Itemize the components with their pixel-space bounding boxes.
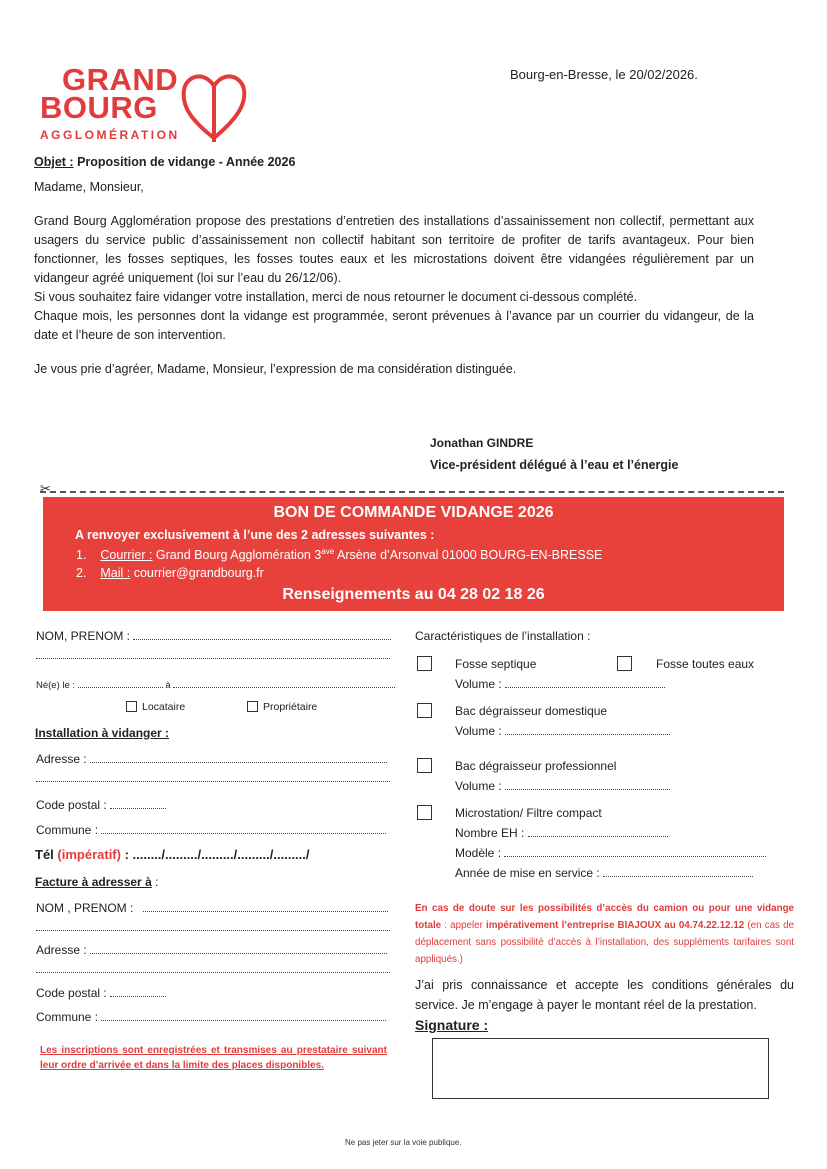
field-dots[interactable] — [36, 972, 390, 973]
locataire-checkbox[interactable] — [126, 701, 137, 712]
installation-heading: Installation à vidanger : — [35, 726, 170, 740]
field-dots[interactable] — [504, 847, 766, 857]
closing: Je vous prie d’agréer, Madame, Monsieur, l’expression de ma considération distinguée. — [34, 362, 517, 376]
field-dots[interactable] — [90, 753, 387, 763]
field-dots[interactable] — [36, 658, 390, 659]
scissors-icon: ✂ — [40, 481, 51, 496]
signatory-title: Vice-président délégué à l’eau et l’énergie — [430, 458, 679, 472]
objet — [34, 155, 295, 169]
volume-field[interactable] — [455, 779, 670, 793]
tel-imperatif: (impératif) — [57, 847, 121, 862]
item-label: Courrier : — [100, 548, 153, 563]
date-line: Bourg-en-Bresse, le 20/02/2026. — [510, 67, 698, 82]
field-dots[interactable] — [36, 930, 390, 931]
signature-box[interactable] — [432, 1038, 769, 1099]
bac-professionnel-checkbox[interactable] — [417, 758, 432, 773]
field-dots[interactable] — [143, 902, 388, 912]
signatory-name: Jonathan GINDRE — [430, 436, 534, 450]
objet-text: Proposition de vidange - Année 2026 — [73, 155, 296, 169]
fosse-septique-checkbox[interactable] — [417, 656, 432, 671]
field-dots[interactable] — [173, 678, 395, 688]
field-label: Commune : — [36, 823, 99, 837]
paragraph: Chaque mois, les personnes dont la vidange est programmée, seront prévenues à l’avance par un courrier du vidangeur, de la date et l’heure de son intervention. — [34, 309, 754, 342]
field-label: Commune : — [36, 1010, 99, 1024]
field-dots[interactable] — [505, 780, 670, 790]
caracteristiques-heading: Caractéristiques de l’installation : — [415, 629, 591, 643]
commune-field[interactable] — [36, 823, 386, 837]
field-label: Volume : — [455, 779, 502, 793]
warning-text: (en cas de déplacement sans possibilité d’accès à l’installation, des suppléments tarifaires sont appliqués.) — [415, 920, 795, 965]
field-dots[interactable] — [528, 827, 668, 837]
volume-field[interactable] — [455, 677, 665, 691]
field-label: Année de mise en service : — [455, 866, 600, 880]
facture-adresse-field[interactable] — [36, 943, 387, 957]
banner-subtitle: A renvoyer exclusivement à l’une des 2 adresses suivantes : — [75, 528, 435, 542]
modele-field[interactable] — [455, 846, 766, 860]
field-dots[interactable] — [36, 781, 390, 782]
order-banner — [43, 497, 784, 611]
warning-text: : appeler — [441, 920, 487, 931]
facture-heading — [35, 875, 158, 889]
logo-line2: BOURG — [40, 90, 158, 125]
letter-body — [34, 212, 754, 345]
field-dots[interactable] — [505, 725, 670, 735]
nom-field[interactable] — [36, 629, 391, 643]
proprietaire-label: Propriétaire — [263, 701, 318, 713]
field-dots[interactable] — [133, 630, 391, 640]
inscriptions-notice: Les inscriptions sont enregistrées et transmises au prestataire suivant leur ordre d’arrivée et dans la limite des places disponibles. — [40, 1045, 387, 1071]
item-sup: ave — [321, 547, 335, 556]
bac-domestique-checkbox[interactable] — [417, 703, 432, 718]
naissance-field[interactable] — [36, 678, 395, 691]
field-label: Code postal : — [36, 986, 107, 1000]
field-label: Tél — [35, 847, 58, 862]
field-dots[interactable] — [101, 824, 386, 834]
heading-text: Facture à adresser à — [35, 875, 152, 889]
fosse-toutes-eaux-checkbox[interactable] — [617, 656, 632, 671]
proprietaire-checkbox[interactable] — [247, 701, 258, 712]
field-label: Volume : — [455, 677, 502, 691]
warning-bold: impérativement l’entreprise BIAJOUX au 04.74.22.12.12 — [486, 920, 745, 931]
logo-subtitle: AGGLOMÉRATION — [40, 128, 180, 142]
tel-field[interactable] — [35, 847, 310, 862]
field-label: Adresse : — [36, 752, 87, 766]
item-text: Grand Bourg Agglomération 3 — [152, 548, 322, 563]
paragraph: Grand Bourg Agglomération propose des prestations d’entretien des installations d’assainissement non collectif, permettant aux usagers du service public d’assainissement non collectif habitant son territoire de profiter de tarifs avantageux. Pour bien fonctionner, les fosses septiques, les fosses toutes eaux et les microstations doivent être vidangées régulièrement par un vidangeur agréé uniquement (loi sur l’eau du 26/12/06). — [34, 214, 754, 285]
banner-item-1 — [76, 547, 602, 562]
objet-label: Objet : — [34, 155, 74, 169]
facture-commune-field[interactable] — [36, 1010, 386, 1024]
logo-line1: GRAND — [62, 62, 179, 97]
banner-info: Renseignements au 04 28 02 18 26 — [282, 586, 545, 603]
field-dots[interactable] — [603, 867, 753, 877]
warning-notice — [415, 900, 794, 968]
field-dots[interactable] — [90, 944, 387, 954]
acceptance-text: J’ai pris connaissance et accepte les conditions générales du service. Je m’engage à payer le montant réel de la prestation. — [415, 978, 794, 1012]
field-label: Code postal : — [36, 798, 107, 812]
field-label: Volume : — [455, 724, 502, 738]
banner-item-2 — [76, 566, 264, 580]
banner-title: BON DE COMMANDE VIDANGE 2026 — [273, 504, 554, 521]
field-dots[interactable] — [110, 987, 166, 997]
field-label: Adresse : — [36, 943, 87, 957]
field-dots[interactable] — [78, 678, 163, 688]
cut-line — [40, 491, 784, 493]
code-postal-field[interactable] — [36, 798, 166, 812]
item-number: 1. — [76, 548, 87, 563]
warning-bold: En cas de doute sur les possibilités d’accès du camion ou pour une vidange totale — [415, 903, 794, 931]
field-label: Nombre EH : — [455, 826, 525, 840]
locataire-label: Locataire — [142, 701, 186, 713]
field-dots[interactable] — [110, 799, 166, 809]
tel-dots: : ......../........./........./........./........./ — [120, 847, 310, 862]
field-label: NOM, PRENOM : — [36, 629, 131, 643]
volume-field[interactable] — [455, 724, 670, 738]
field-label: à — [165, 680, 171, 691]
fosse-septique-label: Fosse septique — [455, 657, 537, 671]
bac-domestique-label: Bac dégraisseur domestique — [455, 704, 608, 718]
field-dots[interactable] — [505, 678, 665, 688]
field-dots[interactable] — [101, 1011, 386, 1021]
field-label: Modèle : — [455, 846, 502, 860]
adresse-field[interactable] — [36, 752, 387, 766]
footer-note: Ne pas jeter sur la voie publique. — [345, 1138, 462, 1147]
microstation-label: Microstation/ Filtre compact — [455, 806, 602, 820]
signature-label: Signature : — [415, 1017, 489, 1033]
microstation-checkbox[interactable] — [417, 805, 432, 820]
item-text: Arsène d’Arsonval 01000 BOURG-EN-BRESSE — [334, 548, 603, 563]
bac-professionnel-label: Bac dégraisseur professionnel — [455, 759, 617, 773]
salutation: Madame, Monsieur, — [34, 180, 144, 194]
facture-nom-field[interactable] — [36, 901, 388, 915]
logo — [40, 62, 179, 125]
facture-code-postal-field[interactable] — [36, 986, 166, 1000]
field-label: Né(e) le : — [36, 680, 76, 691]
paragraph: Si vous souhaitez faire vidanger votre installation, merci de nous retourner le document ci-dessous complété. — [34, 290, 638, 304]
annee-field[interactable] — [455, 866, 753, 880]
email-text: courrier@grandbourg.fr — [130, 566, 264, 580]
field-label: NOM , PRENOM : — [36, 901, 134, 915]
heart-logo-icon — [178, 68, 250, 144]
heading-colon: : — [151, 875, 159, 889]
item-number: 2. — [76, 566, 87, 580]
fosse-toutes-eaux-label: Fosse toutes eaux — [656, 657, 755, 671]
item-label: Mail : — [100, 566, 131, 580]
nombre-eh-field[interactable] — [455, 826, 668, 840]
